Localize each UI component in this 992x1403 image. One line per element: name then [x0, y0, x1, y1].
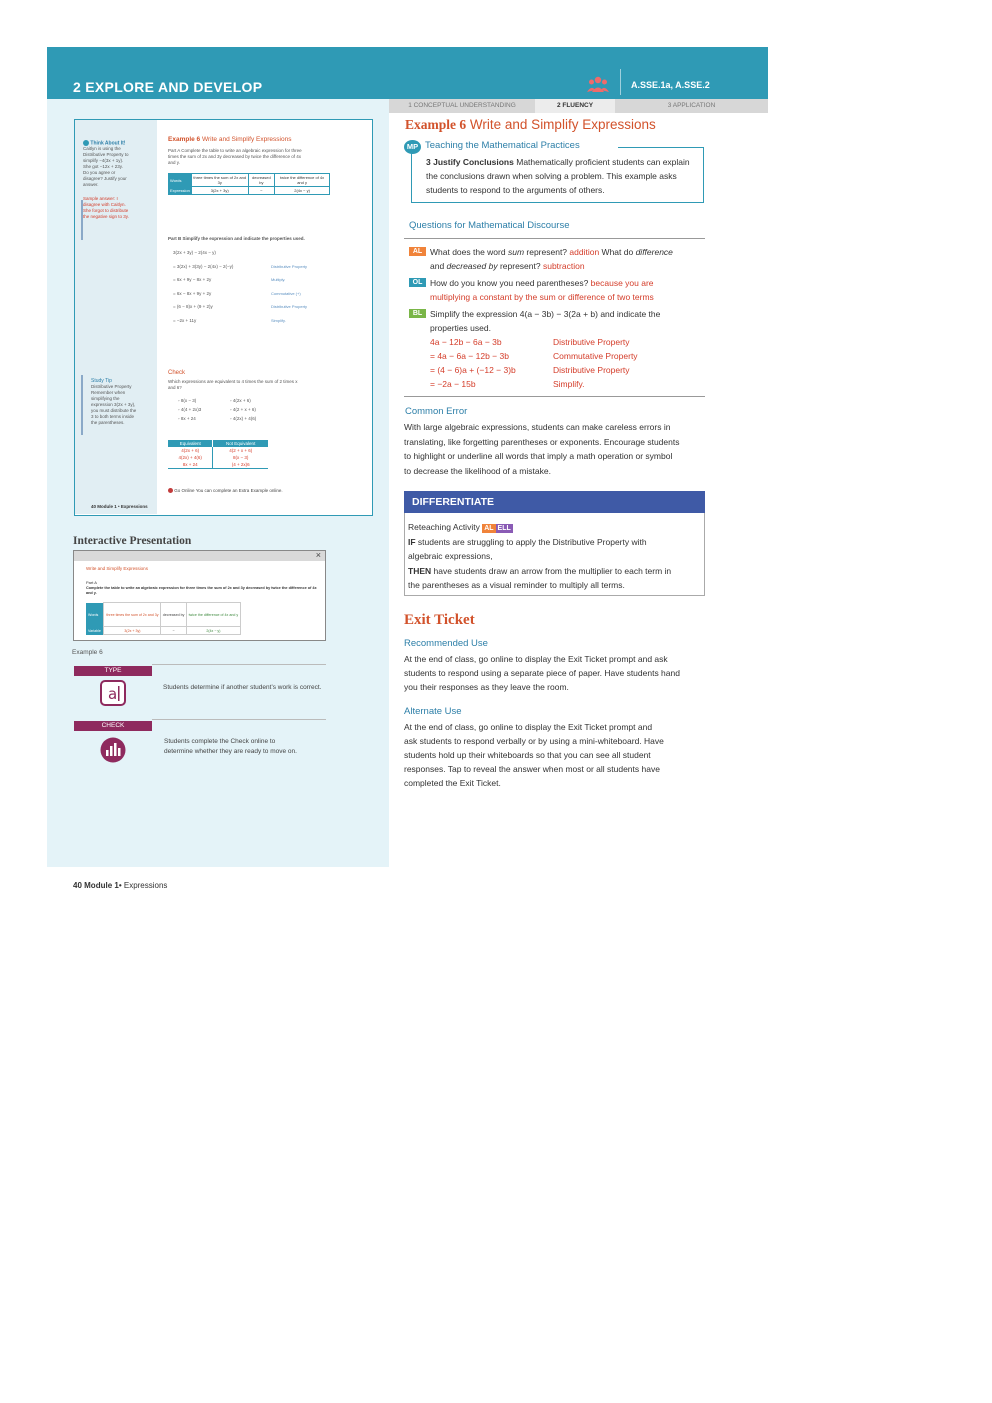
common-error-line: to highlight or underline all words that imply a math operation or symbol: [404, 451, 673, 461]
step-row: [173, 318, 363, 332]
check-description: Students complete the Check online to determine whether they are ready to move on.: [164, 738, 297, 755]
common-error-line: to decrease the likelihood of a mistake.: [404, 465, 551, 476]
table-cell[interactable]: twice the difference of 4x and y: [186, 603, 240, 627]
bl-steps: [430, 335, 705, 391]
step-reason: Multiply.: [271, 277, 286, 282]
table-row: [168, 461, 268, 469]
thumb-go-online: Go Online You can complete an Extra Example online.: [168, 488, 283, 493]
thumb-table-b: [168, 440, 268, 469]
screen-titlebar: [74, 551, 325, 561]
step-expression: = 3(2x) + 3(3y) − 2(4x) − 2(−y): [173, 263, 234, 269]
bl-step-expression: 4a − 12b − 6a − 3b: [430, 337, 502, 347]
alternate-line: students hold up their whiteboards so that you can see all student: [404, 750, 651, 760]
sample-line: Sample answer: I: [83, 196, 118, 202]
table-cell: 2(4x − y): [275, 187, 330, 195]
recommended-use-text: [404, 652, 709, 694]
type-description: Students determine if another student’s work is correct.: [163, 684, 322, 691]
choice-option[interactable]: ◦ 8(x − 3): [178, 398, 197, 403]
table-cell[interactable]: three times the sum of 2x and 3y: [104, 603, 161, 627]
activity-title: Reteaching Activity: [408, 522, 480, 532]
table-cell: 4(2x + 6): [168, 447, 213, 454]
choice-row: [178, 398, 298, 407]
tab-fluency[interactable]: 2 FLUENCY: [535, 99, 615, 113]
thumb-check-title: Check: [168, 370, 186, 376]
part-b-text: Part B Simplify the expression and indicate the properties used.: [168, 236, 305, 241]
mp-icon: MP: [404, 140, 421, 154]
bl-step-row: [430, 349, 705, 363]
screen-instructions: Complete the table to write an algebraic expression for three times the sum of 2x and 3y decreased by twice the difference of 4x and y.: [86, 586, 317, 595]
discourse-bottom-rule: [404, 396, 705, 397]
header-divider: [620, 69, 621, 95]
table-cell: Variable: [86, 627, 104, 635]
standards-label: A.SSE.1a, A.SSE.2: [631, 80, 710, 90]
example-subtitle: Write and Simplify Expressions: [469, 117, 656, 132]
recommended-line: students to respond using a separate piece of paper. Have students hand: [404, 668, 680, 678]
table-cell: 3(2x + 3y): [191, 187, 248, 195]
step-expression: = (6 − 8)x + (9 + 2)y: [173, 304, 213, 309]
recommended-line: At the end of class, go online to display the Exit Ticket prompt and ask: [404, 654, 668, 664]
step-reason: Simplify.: [271, 317, 286, 323]
step-reason: Distributive Property: [271, 304, 308, 309]
common-error-heading: Common Error: [405, 406, 468, 417]
table-row: [86, 627, 241, 635]
ol-question: How do you know you need parentheses? because you are multiplying a constant by the sum or difference of two terms: [430, 278, 654, 302]
ol-tag: OL: [409, 278, 426, 287]
close-icon[interactable]: ×: [315, 550, 321, 560]
thumb-example-label: Example 6: [168, 136, 201, 143]
study-tip-title: Study Tip: [91, 378, 112, 384]
think-line: simplify −4(3x + 1y).: [83, 158, 124, 164]
alternate-line: At the end of class, go online to display the Exit Ticket prompt and: [404, 722, 653, 732]
screen-title: Write and Simplify Expressions: [86, 566, 148, 571]
bl-step-row: [430, 363, 705, 377]
screen-table: [86, 602, 241, 635]
mp-text: [426, 155, 698, 197]
footer-module: Module 1: [84, 881, 119, 890]
choice-row: [178, 416, 298, 425]
thumb-table-a: [168, 173, 330, 195]
sample-line: the negative sign to 3y.: [83, 214, 129, 220]
badge-divider: [152, 719, 326, 720]
think-title: Think About It!: [83, 140, 155, 146]
example-title: [405, 117, 656, 133]
think-icon: [83, 140, 89, 146]
recommended-use-heading: Recommended Use: [404, 638, 488, 649]
table-cell: 4(2 + x + 6): [229, 448, 253, 453]
table-cell[interactable]: decreased by: [161, 603, 186, 627]
recommended-line: you their responses as they leave the room.: [404, 682, 569, 692]
step-row: [173, 250, 363, 264]
thumb-check-text: [168, 379, 338, 391]
table-row: [86, 603, 241, 627]
sample-answer: [83, 196, 155, 220]
step-reason: Distributive Property: [271, 263, 308, 269]
bl-step-row: [430, 377, 705, 391]
tab-conceptual-understanding[interactable]: 1 CONCEPTUAL UNDERSTANDING: [408, 102, 516, 109]
study-line: expression 3(2x + 3y),: [91, 402, 136, 407]
bl-step-expression: = (4 − 6)a + (−12 − 3)b: [430, 365, 516, 375]
tab-application[interactable]: 3 APPLICATION: [667, 102, 716, 109]
choice-option[interactable]: ◦ 4(4 + 2x)3: [178, 407, 202, 412]
think-text: [83, 146, 155, 188]
part-a-line: and y.: [168, 160, 180, 165]
alternate-line: completed the Exit Ticket.: [404, 778, 501, 788]
bar-chart-icon: [100, 737, 126, 763]
mp-heading: Teaching the Mathematical Practices: [425, 140, 584, 151]
bl-step-expression: = −2a − 15b: [430, 379, 476, 389]
differentiate-bar: DIFFERENTIATE: [404, 491, 705, 513]
think-rule: [81, 200, 83, 240]
thumb-example-subtitle: Write and Simplify Expressions: [201, 136, 292, 143]
table-cell: three times the sum of 2x and 3y: [191, 174, 248, 187]
table-cell: Words: [169, 174, 192, 187]
al-tag: AL: [484, 525, 494, 532]
table-cell: Words: [86, 603, 104, 627]
table-cell: (4 + 2x)6: [213, 461, 268, 469]
table-cell: −: [248, 187, 275, 195]
thumb-steps: [173, 250, 363, 331]
interactive-presentation-heading: Interactive Presentation: [73, 535, 192, 547]
alternate-line: responses. Tap to reveal the answer when most or all students have: [404, 764, 660, 774]
common-error-line: With large algebraic expressions, students can make careless errors in: [404, 422, 671, 432]
table-row: [168, 447, 268, 454]
progression-tabs: [389, 99, 768, 113]
example-label: Example 6: [405, 117, 467, 132]
step-expression: = 6x − 8x + 9y + 2y: [173, 290, 212, 296]
step-row: [173, 291, 363, 305]
table-header: Not Equivalent: [213, 440, 268, 447]
check-line: and 6?: [168, 385, 182, 390]
badge-divider: [152, 664, 326, 665]
alternate-line: ask students to respond verbally or by using a mini-whiteboard. Have: [404, 736, 664, 746]
bl-tag: BL: [409, 309, 426, 318]
footer-title: Expressions: [123, 881, 168, 890]
study-line: the parentheses.: [91, 420, 125, 425]
al-tag: AL: [409, 247, 426, 256]
student-page-thumbnail: [74, 119, 373, 516]
alternate-use-text: [404, 720, 709, 790]
table-cell[interactable]: 3(2x + 3y): [104, 627, 161, 635]
table-cell: 8(x − 3): [233, 455, 249, 460]
step-row: [173, 304, 363, 318]
check-line: Which expressions are equivalent to 4 times the sum of 2 times x: [168, 379, 298, 384]
think-about-it: [83, 140, 155, 220]
section-header: [47, 47, 768, 99]
think-line: disagree? Justify your: [83, 176, 127, 182]
study-rule: [81, 375, 83, 435]
alternate-use-heading: Alternate Use: [404, 706, 462, 717]
interactive-presentation-screen[interactable]: [73, 550, 326, 641]
thumb-choices: [178, 398, 298, 425]
study-line: you must distribute the: [91, 408, 137, 413]
study-tip: [91, 378, 155, 426]
reteaching-activity: Reteaching Activity AL ELL IF students are struggling to apply the Distributive Property with algebraic expressions, THEN have students draw an arrow from the multiplier to each term in the parentheses as a visual reminder to multiply all terms.: [408, 522, 672, 590]
bl-step-reason: Distributive Property: [553, 365, 630, 375]
choice-option[interactable]: ◦ 4(2x) + 4(6): [230, 416, 257, 421]
choice-option[interactable]: ◦ 4(2 + x + 6): [230, 407, 256, 412]
table-row: [169, 174, 330, 187]
bl-step-expression: = 4a − 6a − 12b − 3b: [430, 351, 509, 361]
table-cell: 8x + 24: [168, 461, 213, 469]
screen-caption: Example 6: [72, 649, 103, 656]
study-line: simplifying the: [91, 396, 120, 401]
table-row: [168, 440, 268, 447]
discourse-heading: Questions for Mathematical Discourse: [409, 220, 570, 231]
bl-step-row: [430, 335, 705, 349]
study-line: Remember when: [91, 390, 126, 395]
al-question: What does the word sum represent? addition What do difference and decreased by represent? subtraction: [430, 247, 673, 271]
thumb-example-heading: [168, 136, 291, 143]
group-people-icon: [587, 75, 609, 93]
page-number: 40: [73, 881, 82, 890]
type-badge: TYPE: [74, 666, 152, 676]
choice-option[interactable]: ◦ 8x + 24: [178, 416, 196, 421]
text-cursor-icon: [100, 680, 126, 706]
bl-question: Simplify the expression 4(a − 3b) − 3(2a + b) and indicate the properties used.: [430, 309, 661, 333]
table-header: Equivalent: [168, 440, 213, 447]
sample-line: disagree with Caitlyn.: [83, 202, 126, 208]
step-expression: = −2x + 11y: [173, 317, 197, 323]
study-tip-text: [91, 384, 155, 426]
bl-step-reason: Commutative Property: [553, 351, 638, 361]
step-row: [173, 277, 363, 291]
study-line: 3 to both terms inside: [91, 414, 135, 419]
think-line: Distributive Property to: [83, 152, 129, 158]
choice-row: [178, 407, 298, 416]
page-footer: 40 Module 1• Expressions: [73, 881, 168, 890]
ell-tag: ELL: [497, 525, 511, 532]
common-error-line: translating, like forgetting parentheses or exponents. Encourage students: [404, 436, 680, 447]
choice-option[interactable]: ◦ 4(2x + 6): [230, 398, 251, 403]
table-cell[interactable]: 2(4x − y): [186, 627, 240, 635]
step-row: [173, 264, 363, 278]
section-title: 2 EXPLORE AND DEVELOP: [73, 79, 263, 95]
bl-step-reason: Simplify.: [553, 379, 585, 389]
exit-ticket-title: Exit Ticket: [404, 612, 475, 628]
table-cell[interactable]: −: [161, 627, 186, 635]
part-a-line: times the sum of 2x and 3y decreased by twice the difference of 4x: [168, 154, 301, 159]
thumb-footer: 40 Module 1 • Expressions: [91, 504, 148, 509]
bl-step-reason: Distributive Property: [553, 337, 630, 347]
table-cell: decreased by: [248, 174, 275, 187]
mp-body: Mathematically proficient students can explain the conclusions drawn when solving a problem. This example asks students to respond to the arguments of others.: [426, 157, 690, 195]
discourse-top-rule: [404, 238, 705, 239]
sample-line: She forgot to distribute: [83, 208, 129, 214]
check-badge: CHECK: [74, 721, 152, 731]
study-line: Distributive Property: [91, 384, 132, 389]
table-cell: twice the difference of 4x and y: [275, 174, 330, 187]
table-cell: Expression: [170, 188, 190, 193]
think-line: Do you agree or: [83, 170, 116, 176]
part-a-line: Part A Complete the table to write an algebraic expression for three: [168, 148, 302, 153]
go-online-icon: [168, 488, 173, 493]
think-line: answer.: [83, 182, 99, 188]
table-row: [168, 454, 268, 461]
table-cell: 4(2x) + 4(6): [168, 454, 213, 461]
part-a-text: [168, 148, 368, 166]
step-expression: = 6x + 9y − 8x + 2y: [173, 277, 212, 282]
step-reason: Commutative (+): [271, 290, 301, 296]
mp-top-rule: [618, 147, 704, 148]
screen-part: Part A: [86, 580, 97, 585]
step-expression: 3(2x + 3y) − 2(4x − y): [173, 250, 216, 255]
svg-text:a: a: [108, 685, 118, 703]
mp-bold: 3 Justify Conclusions: [426, 157, 514, 167]
common-error-text: [404, 420, 709, 478]
think-line: She got −12x + 23y.: [83, 164, 123, 170]
think-line: Caitlyn is using the: [83, 146, 121, 152]
table-row: [169, 187, 330, 195]
